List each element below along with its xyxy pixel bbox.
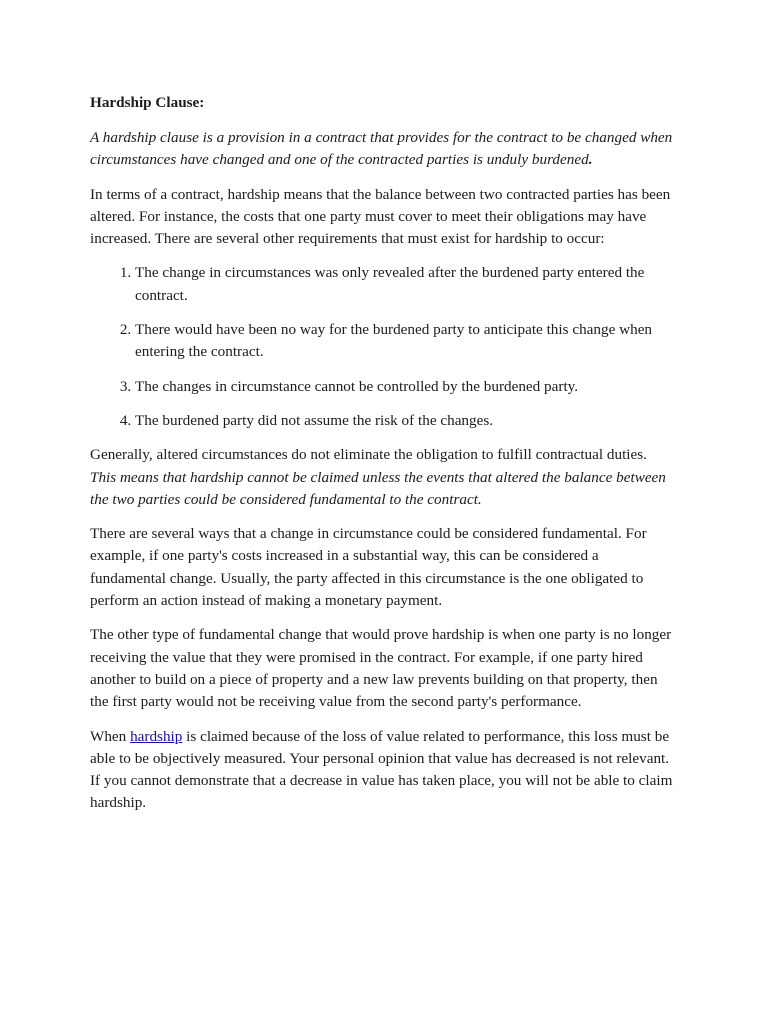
paragraph-loss-of-value	[90, 726, 675, 815]
document-title: Hardship Clause:	[90, 94, 205, 111]
paragraph-fundamental-ways: There are several ways that a change in circumstance could be considered fundamental. For example, if one party's costs increased in a substantial way, this can be considered a fundamental change. Usually, the party affected in this circumstance is the one obligated to perform an action instead of making a monetary payment.	[90, 525, 647, 610]
requirements-list	[90, 262, 675, 432]
list-item: 2. There would have been no way for the burdened party to anticipate this change when entering the contract.	[135, 319, 675, 364]
intro-end: .	[588, 151, 593, 169]
list-item: 1. The change in circumstances was only revealed after the burdened party entered the contract.	[135, 262, 675, 307]
paragraph-hardship-definition: In terms of a contract, hardship means that the balance between two contracted parties has been altered. For instance, the costs that one party must cover to meet their obligations may have increased. There are several other requirements that must exist for hardship to occur:	[90, 185, 671, 248]
list-item: 3. The changes in circumstance cannot be controlled by the burdened party.	[135, 376, 675, 398]
paragraph-text-before: When	[90, 727, 131, 745]
intro-text: A hardship clause is a provision in a contract that provides for the contract to be changed when circumstances have changed and one of the contracted parties is unduly burdened	[90, 129, 673, 169]
intro-paragraph	[90, 127, 675, 172]
paragraph-italic-text: This means that hardship cannot be claimed unless the events that altered the balance between the two parties could be considered fundamental to the contract.	[90, 468, 666, 508]
paragraph-value-change: The other type of fundamental change that would prove hardship is when one party is no longer receiving the value that they were promised in the contract. For example, if one party hired another to build on a piece of property and a new law prevents building on that property, then the first party would not be receiving value from the second party's performance.	[90, 626, 672, 711]
paragraph-plain-text: Generally, altered circumstances do not eliminate the obligation to fulfill contractual duties.	[90, 446, 647, 464]
paragraph-text-after: is claimed because of the loss of value related to performance, this loss must be able to be objectively measured. Your personal opinion that value has decreased is not relevant. If you cannot demonstrate that a decrease in value has taken place, you will not be able to claim hardship.	[90, 727, 673, 812]
document-page	[90, 92, 675, 827]
hardship-link[interactable]: hardship	[130, 727, 183, 745]
list-item: 4. The burdened party did not assume the risk of the changes.	[135, 410, 675, 432]
paragraph-fundamental-obligation	[90, 444, 675, 511]
